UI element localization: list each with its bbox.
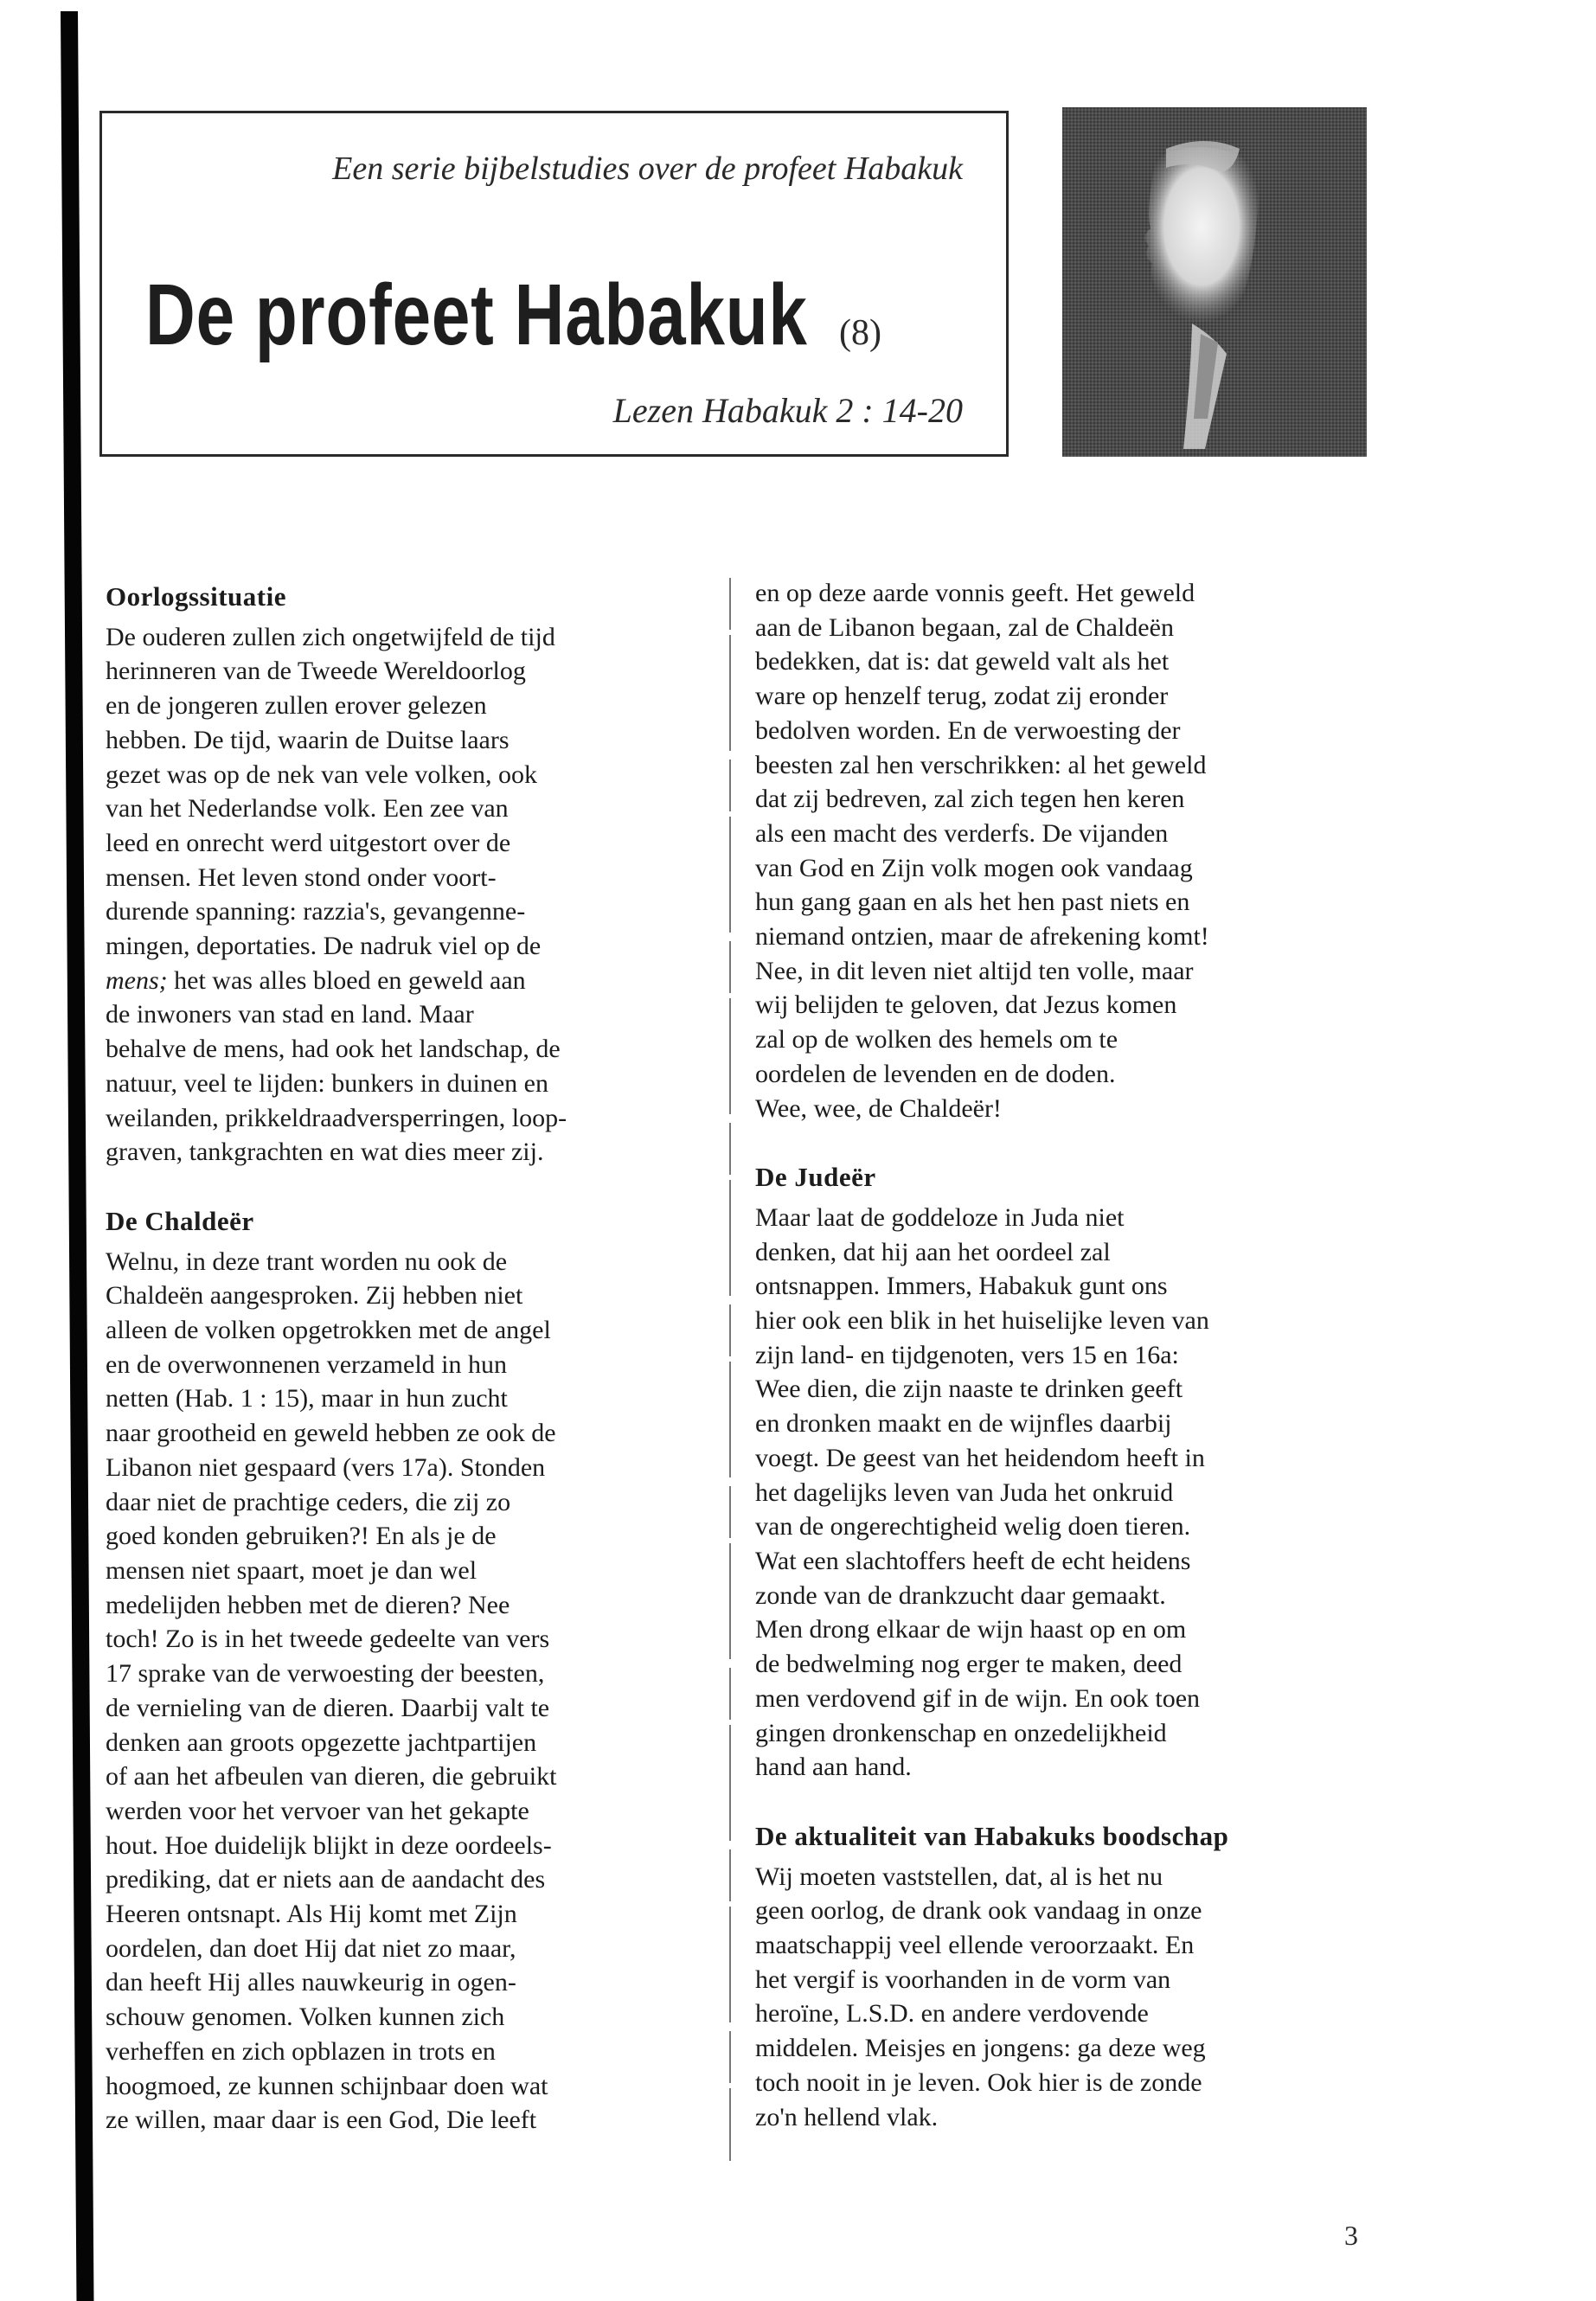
text-line: prediking, dat er niets aan de aandacht des (106, 1865, 546, 1894)
text-line: schouw genomen. Volken kunnen zich (106, 2003, 505, 2032)
scripture-reading: Lezen Habakuk 2 : 14-20 (612, 391, 963, 430)
text-line: en op deze aarde vonnis geeft. Het geweld (755, 579, 1195, 607)
text-line: of aan het afbeulen van dieren, die gebruikt (106, 1762, 557, 1791)
text-line: wij belijden te geloven, dat Jezus komen (755, 990, 1177, 1020)
text-line: het vergif is voorhanden in de vorm van (755, 1965, 1171, 1994)
text-line: naar grootheid en geweld hebben ze ook de (106, 1419, 556, 1448)
text-line: Wat een slachtoffers heeft de echt heidens (755, 1546, 1191, 1575)
text-line: leed en onrecht werd uitgestort over de (106, 828, 511, 857)
text-line: gezet was op de nek van vele volken, ook (106, 760, 537, 789)
text-line: aan de Libanon begaan, zal de Chaldeën (755, 612, 1174, 642)
text-line: Men drong elkaar de wijn haast op en om (755, 1615, 1187, 1644)
text-line: ze willen, maar daar is een God, Die leeft (106, 2106, 537, 2135)
text-line-with-italic (106, 964, 724, 998)
text-line: voegt. De geest van het heidendom heeft in (755, 1443, 1205, 1472)
text-line: en dronken maakt en de wijnfles daarbij (755, 1409, 1172, 1439)
text-line: denken aan groots opgezette jachtpartijen (106, 1727, 537, 1757)
portrait-image (1062, 107, 1367, 457)
text-line: het dagelijks leven van Juda het onkruid (755, 1477, 1174, 1507)
text-line: daar niet de prachtige ceders, die zij zo (106, 1487, 511, 1516)
text-line: mensen niet spaart, moet je dan wel (106, 1555, 478, 1585)
text-line: de inwoners van stad en land. Maar (106, 1000, 474, 1029)
italic-emphasis: mens; (106, 965, 168, 995)
text-line: ontsnappen. Immers, Habakuk gunt ons (755, 1272, 1168, 1301)
text-line: de vernieling van de dieren. Daarbij valt te (106, 1693, 550, 1722)
text-line: hun gang gaan en als het hen past niets en (755, 888, 1190, 917)
text-line: bedolven worden. En de verwoesting der (755, 715, 1181, 745)
text-line: maatschappij veel ellende veroorzaakt. En (755, 1931, 1195, 1960)
text-line: de bedwelming nog erger te maken, deed (755, 1650, 1183, 1679)
text-line: weilanden, prikkeldraadversperringen, loop- (106, 1103, 567, 1132)
text-line: oordelen, dan doet Hij dat niet zo maar, (106, 1933, 516, 1963)
text-line: hier ook een blik in het huiselijke leven van (755, 1306, 1209, 1336)
text-line: mensen. Het leven stond onder voort- (106, 862, 497, 892)
text-line: van God en Zijn volk mogen ook vandaag (755, 853, 1193, 882)
author-photo (1062, 107, 1367, 457)
text-line: herinneren van de Tweede Wereldoorlog (106, 657, 526, 686)
text-line: als een macht des verderfs. De vijanden (755, 818, 1169, 848)
text-line: Wij moeten vaststellen, dat, al is het nu (755, 1862, 1163, 1891)
text-line: bedekken, dat is: dat geweld valt als het (755, 647, 1170, 676)
text-fragment: het was alles bloed en geweld aan (174, 965, 526, 995)
text-line: Nee, in dit leven niet altijd ten volle, maar (755, 956, 1194, 985)
left-column (106, 580, 724, 2138)
text-line: men verdovend gif in de wijn. En ook toen (755, 1683, 1201, 1713)
text-line: dat zij bedreven, zal zich tegen hen keren (755, 785, 1185, 814)
section-gap (755, 1785, 1374, 1819)
series-subtitle: Een serie bijbelstudies over de profeet Habakuk (332, 151, 963, 187)
text-line: niemand ontzien, maar de afrekening komt! (755, 922, 1209, 952)
text-line: zal op de wolken des hemels om te (755, 1025, 1118, 1054)
article-title (145, 266, 973, 365)
text-line: graven, tankgrachten en wat dies meer zij. (106, 1138, 544, 1167)
text-line: 17 sprake van de verwoesting der beesten, (106, 1659, 545, 1689)
text-line: denken, dat hij aan het oordeel zal (755, 1237, 1111, 1266)
text-line: hout. Hoe duidelijk blijkt in deze oordeels- (106, 1830, 552, 1860)
text-line: geen oorlog, de drank ook vandaag in onze (755, 1896, 1202, 1926)
text-line: van het Nederlandse volk. Een zee van (106, 794, 509, 824)
text-line: dan heeft Hij alles nauwkeurig in ogen- (106, 1968, 516, 1997)
text-line: toch nooit in je leven. Ook hier is de zonde (755, 2067, 1202, 2097)
text-line: Welnu, in deze trant worden nu ook de (106, 1247, 508, 1276)
text-line: natuur, veel te lijden: bunkers in duinen en (106, 1068, 548, 1098)
part-number: (8) (839, 313, 881, 353)
text-line: zijn land- en tijdgenoten, vers 15 en 16a: (755, 1340, 1179, 1369)
right-column (755, 576, 1374, 2134)
text-line: hebben. De tijd, waarin de Duitse laars (106, 725, 510, 754)
text-line: Wee dien, die zijn naaste te drinken geeft (755, 1375, 1183, 1404)
page-number: 3 (1344, 2220, 1358, 2251)
text-line: heroïne, L.S.D. en andere verdovende (755, 1999, 1149, 2029)
text-line: ware op henzelf terug, zodat zij eronder (755, 682, 1169, 711)
text-line: De ouderen zullen zich ongetwijfeld de tijd (106, 622, 555, 651)
section-heading: De Judeër (755, 1162, 876, 1193)
column-divider (729, 578, 731, 2161)
text-line: durende spanning: razzia's, gevangenne- (106, 897, 526, 926)
text-line: Maar laat de goddeloze in Juda niet (755, 1202, 1125, 1232)
text-line: verheffen en zich opblazen in trots en (106, 2036, 496, 2066)
text-line: zonde van de drankzucht daar gemaakt. (755, 1580, 1166, 1610)
text-line: middelen. Meisjes en jongens: ga deze weg (755, 2034, 1206, 2063)
text-line: zo'n hellend vlak. (755, 2102, 939, 2131)
text-line: netten (Hab. 1 : 15), maar in hun zucht (106, 1384, 508, 1413)
margin-bar (61, 11, 93, 2301)
text-line: Chaldeën aangesproken. Zij hebben niet (106, 1281, 523, 1311)
text-line: oordelen de levenden en de doden. (755, 1059, 1116, 1088)
section-heading: De Chaldeër (106, 1205, 254, 1236)
text-line: en de jongeren zullen erover gelezen (106, 691, 487, 721)
text-line: medelijden hebben met de dieren? Nee (106, 1590, 510, 1619)
text-line: behalve de mens, had ook het landschap, de (106, 1035, 561, 1064)
text-line: en de overwonnenen verzameld in hun (106, 1349, 507, 1379)
text-line: beesten zal hen verschrikken: al het geweld (755, 750, 1207, 779)
text-line: toch! Zo is in het tweede gedeelte van vers (106, 1625, 550, 1654)
text-line: mingen, deportaties. De nadruk viel op de (106, 932, 542, 961)
section-gap (106, 1170, 724, 1204)
title-text: De profeet Habakuk (145, 266, 808, 363)
section-heading: De aktualiteit van Habakuks boodschap (755, 1820, 1229, 1851)
section-heading: Oorlogssituatie (106, 581, 286, 612)
text-line: hoogmoed, ze kunnen schijnbaar doen wat (106, 2071, 548, 2100)
text-line: Wee, wee, de Chaldeër! (755, 1093, 1002, 1123)
text-line: hand aan hand. (755, 1753, 912, 1782)
text-line: alleen de volken opgetrokken met de angel (106, 1316, 551, 1345)
text-line: gingen dronkenschap en onzedelijkheid (755, 1718, 1167, 1747)
section-gap (755, 1125, 1374, 1160)
text-line: goed konden gebruiken?! En als je de (106, 1522, 497, 1551)
header-box (99, 111, 1009, 457)
text-line: werden voor het vervoer van het gekapte (106, 1796, 529, 1825)
text-line: Libanon niet gespaard (vers 17a). Stonden (106, 1452, 546, 1482)
text-line: Heeren ontsnapt. Als Hij komt met Zijn (106, 1900, 517, 1929)
text-line: van de ongerechtigheid welig doen tieren. (755, 1512, 1191, 1541)
